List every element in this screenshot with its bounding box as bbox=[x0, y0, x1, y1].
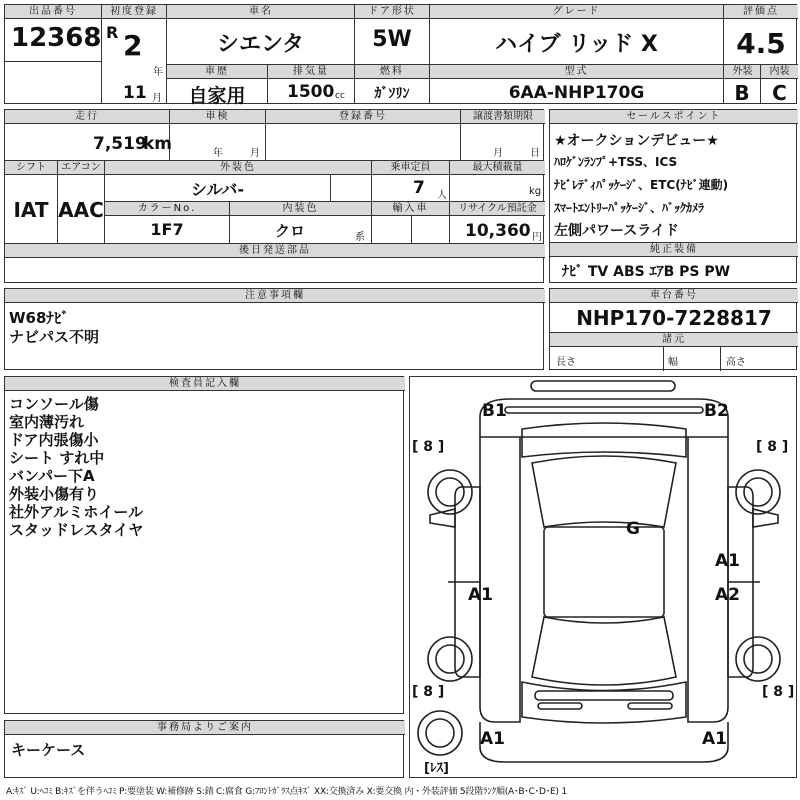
fuel: ｶﾞｿﾘﾝ bbox=[374, 86, 410, 102]
score: 4.5 bbox=[736, 27, 786, 60]
ext-color: シルバ- bbox=[190, 180, 245, 199]
transfer-header: 譲渡書類期限 bbox=[461, 110, 545, 124]
sales-line-2: ﾊﾛｹﾞﾝﾗﾝﾌﾟ+TSS、ICS bbox=[554, 155, 678, 169]
inspector-line-3: ドア内張傷小 bbox=[9, 431, 99, 449]
inspector-line-6: 外装小傷有り bbox=[9, 485, 100, 503]
chassis-number: NHP170-7228817 bbox=[576, 306, 772, 330]
inspector-line-8: スタッドレスタイヤ bbox=[9, 521, 144, 539]
int-color-suffix: 系 bbox=[355, 232, 365, 243]
transfer-day-unit: 日 bbox=[530, 148, 540, 159]
car-outline-diagram bbox=[410, 377, 798, 779]
import-header: 輸入車 bbox=[372, 202, 449, 216]
tire-rear-left: [ 8 ] bbox=[412, 684, 445, 700]
sales-points-block bbox=[549, 109, 797, 283]
damage-a2-right: A2 bbox=[715, 585, 740, 605]
first-reg-header: 初度登録 bbox=[102, 5, 166, 19]
history-header: 車歴 bbox=[167, 65, 267, 79]
spec-height: 高さ bbox=[726, 357, 746, 368]
tire-rear-right: [ 8 ] bbox=[762, 684, 795, 700]
sales-line-1: ★オークションデビュー★ bbox=[554, 133, 719, 149]
car-name-header: 車名 bbox=[167, 5, 355, 19]
score-header: 評価点 bbox=[724, 5, 798, 19]
damage-diagram bbox=[409, 376, 797, 778]
inspector-line-5: バンパー下A bbox=[9, 467, 95, 485]
chassis-block bbox=[549, 288, 797, 370]
reg-no-header: 登録番号 bbox=[266, 110, 460, 124]
car-name: シエンタ bbox=[216, 32, 305, 57]
damage-a1-left: A1 bbox=[468, 585, 493, 605]
spec-header: 諸元 bbox=[550, 332, 798, 347]
notes-block bbox=[4, 288, 544, 370]
era: R bbox=[106, 23, 119, 42]
sales-line-3: ﾅﾋﾞﾚﾃﾞｨﾊﾟｯｹｰｼﾞ、ETC(ﾅﾋﾞ連動) bbox=[554, 178, 729, 192]
lot-header: 出品番号 bbox=[5, 5, 101, 19]
damage-b1: B1 bbox=[482, 401, 507, 421]
inspector-line-2: 室内薄汚れ bbox=[9, 413, 85, 431]
recycle-header: リサイクル預託金 bbox=[450, 202, 545, 216]
spec-width: 幅 bbox=[668, 357, 678, 368]
inspector-line-1: コンソール傷 bbox=[9, 395, 99, 413]
door-type: 5W bbox=[372, 27, 412, 52]
interior-header: 内装 bbox=[761, 65, 798, 79]
equipment-value: ﾅﾋﾞ TV ABS ｴｱB PS PW bbox=[562, 264, 731, 280]
exterior-grade: B bbox=[734, 81, 750, 105]
int-color: クロ bbox=[274, 222, 305, 240]
office-header: 事務局よりご案内 bbox=[5, 721, 405, 735]
grade: ハイブ リッド X bbox=[495, 32, 658, 57]
displacement: 1500 bbox=[287, 82, 335, 102]
notes-header: 注意事項欄 bbox=[5, 289, 545, 303]
interior-grade: C bbox=[772, 81, 787, 105]
top-info-block bbox=[4, 4, 797, 107]
cc-unit: cc bbox=[335, 91, 345, 101]
sales-line-5: 左側パワースライド bbox=[554, 223, 679, 239]
yen-unit: 円 bbox=[532, 232, 542, 243]
shift-header: シフト bbox=[5, 161, 57, 175]
ext-color-header: 外装色 bbox=[105, 161, 371, 175]
exterior-header: 外装 bbox=[724, 65, 761, 79]
inspector-header: 検査員記入欄 bbox=[5, 377, 405, 391]
damage-b2: B2 bbox=[704, 401, 729, 421]
transfer-month-unit: 月 bbox=[493, 148, 503, 159]
chassis-header: 車台番号 bbox=[550, 289, 798, 303]
mileage-header: 走行 bbox=[5, 110, 169, 124]
history: 自家用 bbox=[188, 85, 246, 107]
office-value: キーケース bbox=[11, 741, 86, 759]
inspector-line-4: シート すれ中 bbox=[9, 449, 105, 467]
color-no-header: カラーNo. bbox=[105, 202, 229, 216]
kg-unit: kg bbox=[529, 186, 542, 197]
sales-header: セールスポイント bbox=[550, 110, 798, 124]
mileage: 7,519 bbox=[93, 134, 147, 154]
int-color-header: 内装色 bbox=[230, 202, 371, 216]
ac: AAC bbox=[58, 198, 104, 222]
damage-a1-right-upper: A1 bbox=[715, 551, 740, 571]
fuel-header: 燃料 bbox=[355, 65, 429, 79]
inspection-month-unit: 月 bbox=[250, 148, 260, 159]
model: 6AA-NHP170G bbox=[508, 83, 645, 103]
sales-line-4: ｽﾏｰﾄｴﾝﾄﾘｰﾊﾟｯｹｰｼﾞ、ﾊﾞｯｸｶﾒﾗ bbox=[554, 201, 705, 215]
lot-number: 12368 bbox=[11, 23, 102, 53]
ac-header: エアコン bbox=[58, 161, 104, 175]
km-unit: km bbox=[143, 134, 173, 154]
spare-tire: [ﾚｽ] bbox=[424, 761, 449, 776]
capacity-unit: 人 bbox=[437, 190, 447, 201]
inspection-header: 車検 bbox=[170, 110, 265, 124]
equipment-header: 純正装備 bbox=[550, 243, 798, 257]
grade-header: グレード bbox=[430, 5, 723, 19]
notes-line-1: W68ﾅﾋﾞ bbox=[9, 309, 69, 327]
month-unit: 月 bbox=[152, 93, 162, 104]
reg-month: 11 bbox=[123, 83, 147, 103]
max-load-header: 最大積載量 bbox=[450, 161, 545, 175]
color-no: 1F7 bbox=[150, 220, 184, 239]
year-unit: 年 bbox=[153, 67, 163, 78]
capacity-header: 乗車定員 bbox=[372, 161, 449, 175]
damage-a1-bottom-left: A1 bbox=[480, 729, 505, 749]
shift: IAT bbox=[13, 198, 49, 222]
later-parts-header: 後日発送部品 bbox=[5, 244, 545, 258]
door-header: ドア形状 bbox=[355, 5, 429, 19]
inspection-year-unit: 年 bbox=[213, 148, 223, 159]
tire-front-right: [ 8 ] bbox=[756, 439, 789, 455]
inspector-line-7: 社外アルミホイール bbox=[9, 503, 144, 521]
vehicle-details-block bbox=[4, 109, 544, 283]
recycle: 10,360 bbox=[465, 221, 531, 241]
spec-length: 長さ bbox=[556, 357, 576, 368]
capacity: 7 bbox=[413, 178, 425, 198]
damage-g: G bbox=[626, 519, 640, 539]
reg-year: 2 bbox=[123, 29, 143, 62]
office-block bbox=[4, 720, 404, 778]
model-header: 型式 bbox=[430, 65, 723, 79]
damage-a1-bottom-right: A1 bbox=[702, 729, 727, 749]
tire-front-left: [ 8 ] bbox=[412, 439, 445, 455]
displacement-header: 排気量 bbox=[268, 65, 354, 79]
legend: A:ｷｽﾞ U:ﾍｺﾐ B:ｷｽﾞを伴うﾍｺﾐ P:要塗装 W:補修跡 S:錆 C:腐食 G:ﾌﾛﾝﾄｶﾞﾗｽ点ｷｽﾞ XX:交換済み X:要交換 内・外装評価 5段階ﾗﾝｸ順(A･B･C･D･E) 1 bbox=[6, 787, 567, 797]
notes-line-2: ナビパス不明 bbox=[9, 328, 100, 346]
inspector-block bbox=[4, 376, 404, 714]
